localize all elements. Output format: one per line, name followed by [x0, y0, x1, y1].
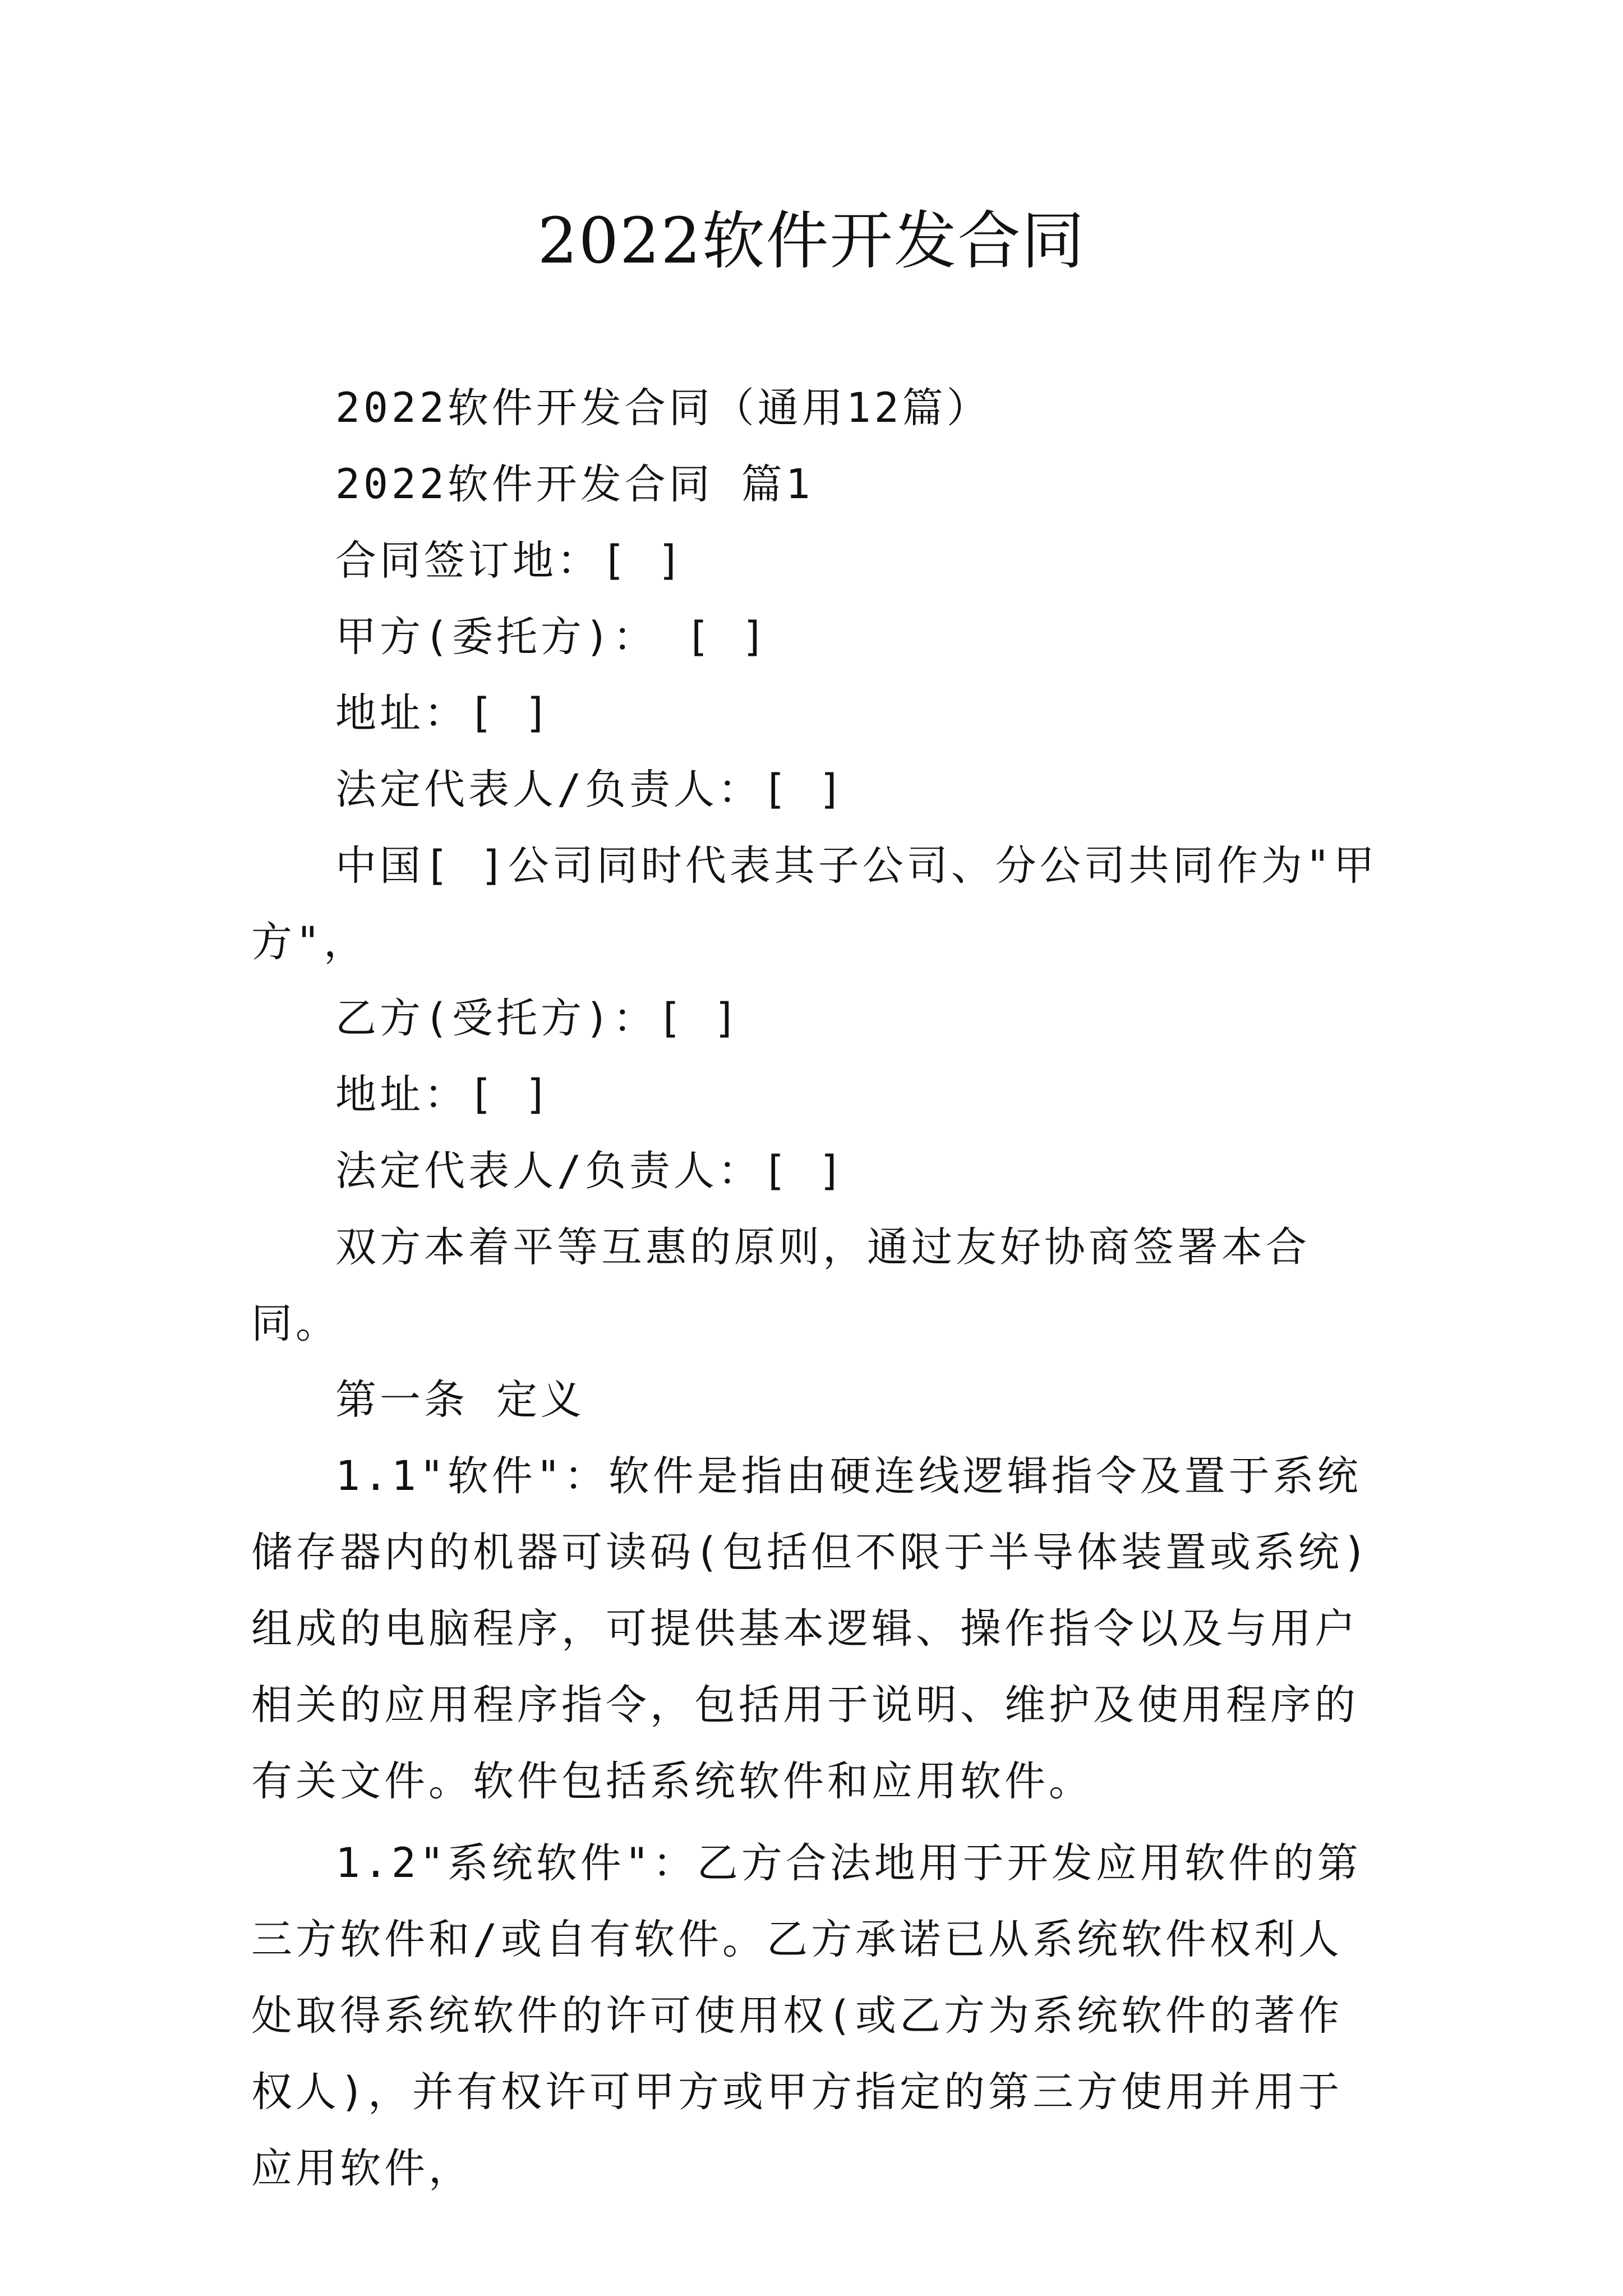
paragraph-party-b: 乙方(受托方)：[ ]: [335, 995, 741, 1042]
paragraph-definition-1-1: 1.1"软件"：软件是指由硬连线逻辑指令及置于系统储存器内的机器可读码(包括但不限于半导体装置或系统)组成的电脑程序，可提供基本逻辑、操作指令以及与用户相关的应用程序指令，包括用于说明、维护及使用程序的有关文件。软件包括系统软件和应用软件。: [251, 1452, 1371, 1805]
paragraph-party-b-address: 地址：[ ]: [335, 1071, 552, 1119]
paragraph-preamble: 双方本着平等互惠的原则，通过友好协商签署本合同。: [251, 1223, 1310, 1347]
paragraph-article-1-heading: 第一条 定义: [335, 1376, 585, 1424]
paragraph-party-a-address: 地址：[ ]: [335, 689, 552, 737]
document-body: [251, 370, 1384, 2207]
paragraph-section-heading: 2022软件开发合同 篇1: [335, 461, 814, 508]
paragraph-party-a-representative: 法定代表人/负责人：[ ]: [335, 766, 846, 813]
paragraph-definition-1-2: 1.2"系统软件"：乙方合法地用于开发应用软件的第三方软件和/或自有软件。乙方承诺已从系统软件权利人处取得系统软件的许可使用权(或乙方为系统软件的著作权人)，并有权许可甲方或甲方指定的第三方使用并用于应用软件，: [251, 1839, 1362, 2192]
paragraph-party-a-scope: 中国[ ]公司同时代表其子公司、分公司共同作为"甲方"，: [251, 842, 1378, 966]
paragraph-signing-place: 合同签订地：[ ]: [335, 537, 685, 585]
paragraph-subtitle: 2022软件开发合同（通用12篇）: [335, 384, 991, 432]
paragraph-party-b-representative: 法定代表人/负责人：[ ]: [335, 1147, 846, 1195]
paragraph-gap: [251, 1820, 1384, 1825]
paragraph-party-a: 甲方(委托方)： [ ]: [335, 613, 769, 661]
document-title: 2022软件开发合同: [537, 205, 1086, 278]
